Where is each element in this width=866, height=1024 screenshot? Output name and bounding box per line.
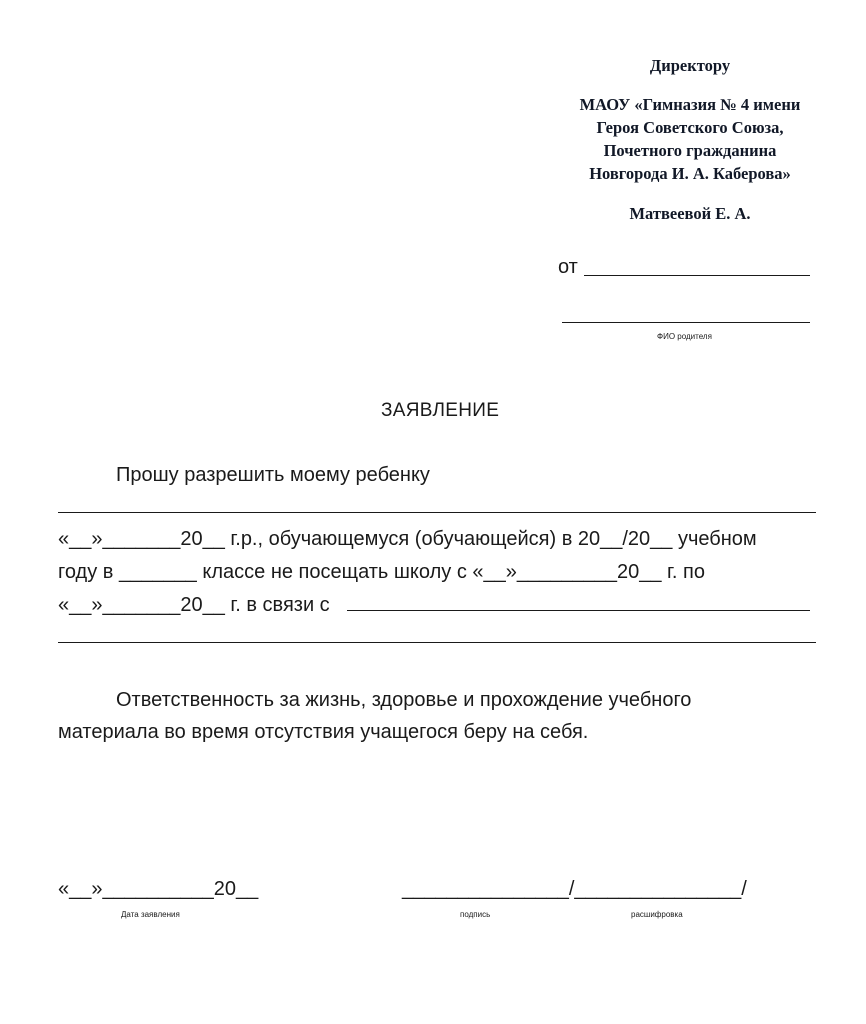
- from-label: от: [558, 256, 578, 278]
- from-name-line: [584, 275, 810, 276]
- decode-caption: расшифровка: [631, 910, 683, 919]
- organization-line-4: Новгорода И. А. Каберова»: [589, 164, 791, 183]
- document-title: ЗАЯВЛЕНИЕ: [381, 400, 500, 421]
- addressee-position: Директору: [649, 56, 731, 75]
- reason-line-2: [58, 642, 816, 643]
- reason-blank: [347, 610, 810, 611]
- signature-field: _______________/_______________/: [402, 878, 747, 900]
- director-name: Матвеевой Е. А.: [629, 204, 751, 223]
- child-name-line: [58, 512, 816, 513]
- parent-name-caption: ФИО родителя: [657, 332, 712, 341]
- date-caption: Дата заявления: [121, 910, 180, 919]
- birth-date-line: «__»_______20__ г.р., обучающемуся (обучающейся) в 20__/20__ учебном: [58, 528, 757, 550]
- application-date-field: «__»__________20__: [58, 878, 259, 900]
- responsibility-line-1: Ответственность за жизнь, здоровье и прохождение учебного: [116, 689, 692, 711]
- signature-caption: подпись: [460, 910, 491, 919]
- from-name-line-2: [562, 322, 810, 323]
- responsibility-line-2: материала во время отсутствия учащегося беру на себя.: [58, 721, 589, 743]
- organization-line-3: Почетного гражданина: [603, 141, 777, 160]
- organization-line-2: Героя Советского Союза,: [596, 118, 784, 137]
- organization-line-1: МАОУ «Гимназия № 4 имени: [579, 95, 801, 114]
- class-absence-line: году в _______ классе не посещать школу с «__»_________20__ г. по: [58, 561, 705, 583]
- request-line: Прошу разрешить моему ребенку: [116, 464, 430, 486]
- reason-line: «__»_______20__ г. в связи с: [58, 594, 330, 616]
